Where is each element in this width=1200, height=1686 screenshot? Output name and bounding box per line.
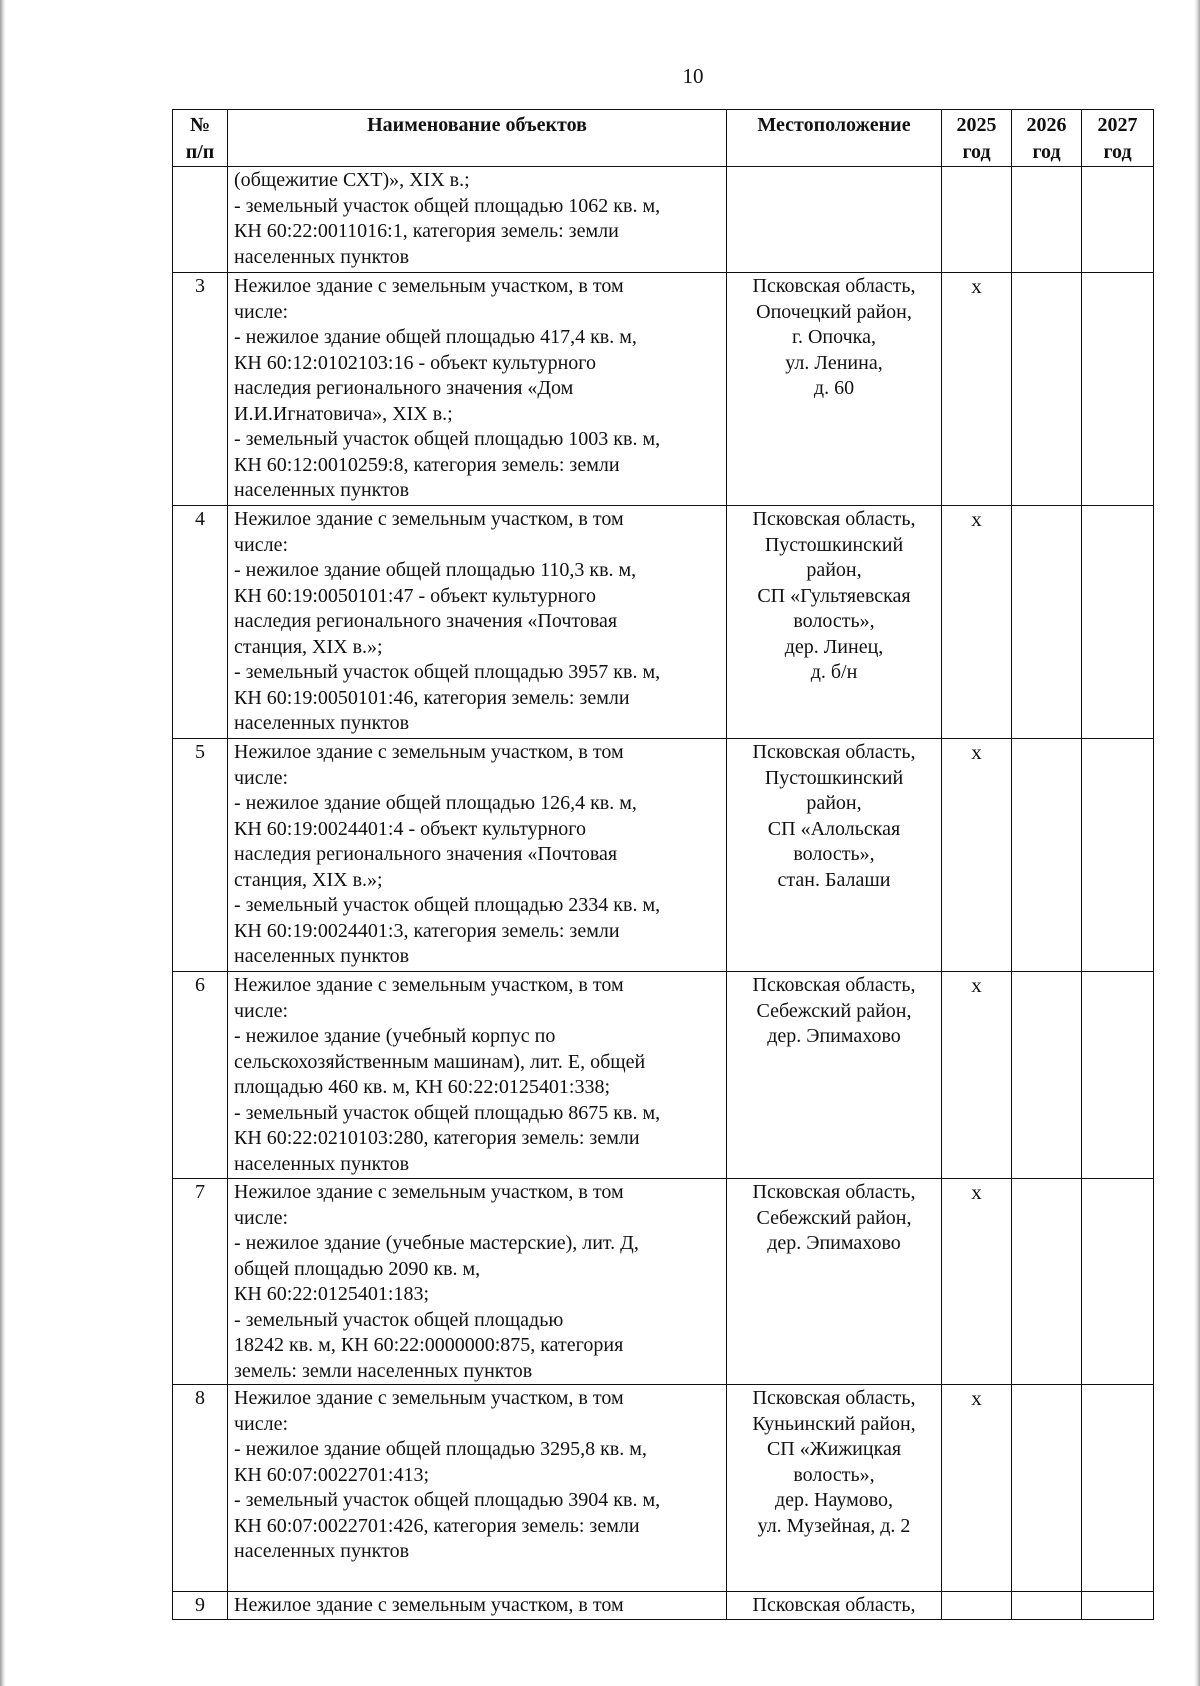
table-row: [173, 506, 1154, 739]
object-name-line: населенных пунктов: [234, 945, 410, 967]
object-name-line: КН 60:22:0011016:1, категория земель: земли: [234, 220, 619, 242]
object-name-line: - земельный участок общей площадью 1003 кв. м,: [234, 428, 661, 450]
object-name-line: станция, XIX в.»;: [234, 635, 383, 658]
object-name-line: населенных пунктов: [234, 245, 410, 268]
row-number: 3: [173, 273, 228, 506]
table-row: [173, 1179, 1154, 1385]
year-2027-mark: [1082, 506, 1154, 739]
year-2027-mark: [1082, 273, 1154, 506]
year-2025-mark: [942, 167, 1012, 273]
object-name-line: Нежилое здание с земельным участком, в том: [234, 974, 624, 996]
object-name-line: КН 60:22:0125401:183;: [234, 1283, 430, 1305]
location-line: СП «Жижицкая: [766, 1438, 902, 1460]
header-num-line: №: [189, 114, 211, 136]
year-2026-mark: [1012, 167, 1082, 273]
location-line: дер. Эпимахово: [767, 1232, 901, 1254]
object-name-line: числе:: [234, 1206, 289, 1229]
object-name-line: КН 60:07:0022701:413;: [234, 1463, 430, 1486]
location-line: Псковская область,: [752, 508, 916, 530]
table-row: [173, 1385, 1154, 1592]
object-name-line: - нежилое здание общей площадью 126,4 кв. м,: [234, 792, 637, 814]
header-year-line: год: [1103, 141, 1132, 163]
location-line: Себежский район,: [756, 999, 912, 1022]
year-2025-mark: х: [942, 506, 1012, 739]
object-name: [228, 972, 727, 1179]
location-line: Псковская область,: [752, 974, 916, 996]
year-2026-mark: [1012, 1179, 1082, 1385]
year-2026-mark: [1012, 273, 1082, 506]
location-line: д. 60: [813, 377, 855, 399]
location-line: Куньинский район,: [752, 1412, 916, 1435]
row-number: 7: [173, 1179, 228, 1385]
year-2026-mark: [1012, 739, 1082, 972]
header-year-line: 2026: [1026, 114, 1067, 136]
object-name-line: числе:: [234, 533, 289, 556]
object-name: [228, 1385, 727, 1592]
object-location: [727, 167, 942, 273]
header-year-line: год: [1032, 141, 1061, 163]
location-line: Опочецкий район,: [756, 300, 912, 323]
object-name-line: населенных пунктов: [234, 712, 410, 734]
location-line: Себежский район,: [756, 1206, 912, 1229]
location-line: ул. Ленина,: [785, 351, 883, 374]
location-line: стан. Балаши: [777, 868, 891, 891]
object-name-line: - земельный участок общей площадью 3957 кв. м,: [234, 661, 661, 683]
object-name-line: сельскохозяйственным машинам), лит. Е, общей: [234, 1050, 646, 1073]
object-name: [228, 1592, 727, 1620]
object-location: [727, 1592, 942, 1620]
object-name-line: - земельный участок общей площадью: [234, 1308, 564, 1331]
year-2025-mark: х: [942, 273, 1012, 506]
object-name-line: наследия регионального значения «Почтовая: [234, 610, 618, 632]
header-2027: [1082, 110, 1154, 167]
object-name-line: наследия регионального значения «Почтовая: [234, 843, 618, 865]
table-row: [173, 167, 1154, 273]
header-location: [727, 110, 942, 167]
row-number: 5: [173, 739, 228, 972]
location-line: Псковская область,: [752, 1594, 916, 1616]
object-name-line: Нежилое здание с земельным участком, в том: [234, 1594, 624, 1616]
object-name-line: КН 60:22:0210103:280, категория земель: земли: [234, 1127, 640, 1149]
header-location-text: Местоположение: [757, 114, 911, 136]
object-name-line: - земельный участок общей площадью 1062 кв. м,: [234, 194, 661, 217]
object-name-line: КН 60:07:0022701:426, категория земель: земли: [234, 1514, 640, 1537]
object-name-line: КН 60:19:0024401:3, категория земель: земли: [234, 919, 620, 942]
header-year-line: год: [962, 141, 991, 163]
location-line: Псковская область,: [752, 1387, 916, 1409]
location-line: район,: [806, 559, 862, 581]
object-name-line: земель: земли населенных пунктов: [234, 1359, 533, 1382]
scan-edge-right: [1194, 0, 1200, 1686]
object-name: [228, 739, 727, 972]
location-line: район,: [806, 792, 862, 814]
object-name-line: КН 60:12:0102103:16 - объект культурного: [234, 351, 596, 374]
object-name-line: (общежитие СХТ)», XIX в.;: [234, 169, 470, 191]
location-line: дер. Линец,: [784, 635, 884, 658]
object-name-line: числе:: [234, 1412, 289, 1435]
year-2025-mark: х: [942, 1179, 1012, 1385]
row-number: 9: [173, 1592, 228, 1620]
object-name-line: Нежилое здание с земельным участком, в том: [234, 275, 624, 297]
row-number: [173, 167, 228, 273]
scan-edge-left: [0, 0, 6, 1686]
object-name-line: числе:: [234, 999, 289, 1022]
object-location: [727, 273, 942, 506]
object-name-line: станция, XIX в.»;: [234, 868, 383, 891]
object-name-line: - земельный участок общей площадью 8675 кв. м,: [234, 1101, 661, 1124]
object-name: [228, 506, 727, 739]
location-line: дер. Эпимахово: [767, 1025, 901, 1047]
object-name-line: И.И.Игнатовича», XIX в.;: [234, 402, 453, 425]
object-name-line: КН 60:19:0050101:47 - объект культурного: [234, 584, 596, 607]
object-name-line: Нежилое здание с земельным участком, в том: [234, 508, 624, 530]
object-name: [228, 167, 727, 273]
objects-table: [172, 109, 1154, 1620]
header-num-line: п/п: [185, 141, 215, 163]
object-name-line: населенных пунктов: [234, 1540, 410, 1562]
location-line: д. б/н: [810, 661, 858, 683]
location-line: СП «Гультяевская: [757, 584, 911, 607]
object-name-line: числе:: [234, 766, 289, 789]
object-name: [228, 273, 727, 506]
table-row: [173, 1592, 1154, 1620]
header-year-line: 2025: [956, 114, 997, 136]
year-2027-mark: [1082, 739, 1154, 972]
header-year-line: 2027: [1097, 114, 1138, 136]
row-number: 6: [173, 972, 228, 1179]
object-name-line: КН 60:19:0050101:46, категория земель: земли: [234, 686, 630, 709]
object-location: [727, 739, 942, 972]
year-2025-mark: х: [942, 739, 1012, 972]
year-2027-mark: [1082, 1179, 1154, 1385]
location-line: Пустошкинский: [764, 533, 904, 556]
object-name-line: 18242 кв. м, КН 60:22:0000000:875, категория: [234, 1334, 624, 1356]
location-line: волость»,: [793, 610, 875, 632]
location-line: Пустошкинский: [764, 766, 904, 789]
object-name-line: КН 60:12:0010259:8, категория земель: земли: [234, 453, 620, 476]
header-num: [173, 110, 228, 167]
location-line: дер. Наумово,: [774, 1489, 894, 1511]
object-name-line: - земельный участок общей площадью 3904 кв. м,: [234, 1489, 661, 1511]
table-row: [173, 273, 1154, 506]
object-name-line: - земельный участок общей площадью 2334 кв. м,: [234, 894, 661, 916]
object-name-line: - нежилое здание общей площадью 110,3 кв. м,: [234, 559, 637, 581]
table-header-row: [173, 110, 1154, 167]
table-row: [173, 972, 1154, 1179]
location-line: ул. Музейная, д. 2: [757, 1514, 911, 1537]
object-name-line: Нежилое здание с земельным участком, в том: [234, 1181, 624, 1203]
header-2025: [942, 110, 1012, 167]
object-location: [727, 1179, 942, 1385]
location-line: волость»,: [793, 1463, 875, 1486]
object-name: [228, 1179, 727, 1385]
year-2027-mark: [1082, 1385, 1154, 1592]
object-name-line: площадью 460 кв. м, КН 60:22:0125401:338;: [234, 1076, 611, 1098]
object-name-line: - нежилое здание (учебный корпус по: [234, 1025, 556, 1047]
year-2026-mark: [1012, 1385, 1082, 1592]
year-2025-mark: х: [942, 1385, 1012, 1592]
location-line: волость»,: [793, 843, 875, 865]
object-location: [727, 1385, 942, 1592]
year-2026-mark: [1012, 972, 1082, 1179]
year-2026-mark: [1012, 1592, 1082, 1620]
object-name-line: Нежилое здание с земельным участком, в том: [234, 1387, 624, 1409]
object-name-line: КН 60:19:0024401:4 - объект культурного: [234, 817, 586, 840]
object-name-line: наследия регионального значения «Дом: [234, 377, 574, 399]
year-2027-mark: [1082, 167, 1154, 273]
year-2026-mark: [1012, 506, 1082, 739]
object-name-line: Нежилое здание с земельным участком, в том: [234, 741, 624, 763]
location-line: Псковская область,: [752, 741, 916, 763]
object-name-line: населенных пунктов: [234, 1152, 410, 1175]
header-name: [228, 110, 727, 167]
object-name-line: числе:: [234, 300, 289, 323]
year-2025-mark: х: [942, 972, 1012, 1179]
table-row: [173, 739, 1154, 972]
row-number: 8: [173, 1385, 228, 1592]
header-2026: [1012, 110, 1082, 167]
object-name-line: - нежилое здание общей площадью 417,4 кв. м,: [234, 326, 637, 348]
year-2025-mark: [942, 1592, 1012, 1620]
object-name-line: - нежилое здание общей площадью 3295,8 кв. м,: [234, 1438, 647, 1460]
object-name-line: - нежилое здание (учебные мастерские), лит. Д,: [234, 1232, 639, 1254]
table-body: [173, 167, 1154, 1620]
location-line: Псковская область,: [752, 1181, 916, 1203]
header-name-text: Наименование объектов: [367, 114, 587, 136]
page-number: 10: [682, 64, 704, 88]
location-line: г. Опочка,: [792, 326, 876, 348]
year-2027-mark: [1082, 1592, 1154, 1620]
object-name-line: общей площадью 2090 кв. м,: [234, 1257, 481, 1280]
object-location: [727, 972, 942, 1179]
object-location: [727, 506, 942, 739]
object-name-line: населенных пунктов: [234, 479, 410, 501]
location-line: Псковская область,: [752, 275, 916, 297]
row-number: 4: [173, 506, 228, 739]
location-line: СП «Алольская: [767, 817, 901, 840]
year-2027-mark: [1082, 972, 1154, 1179]
